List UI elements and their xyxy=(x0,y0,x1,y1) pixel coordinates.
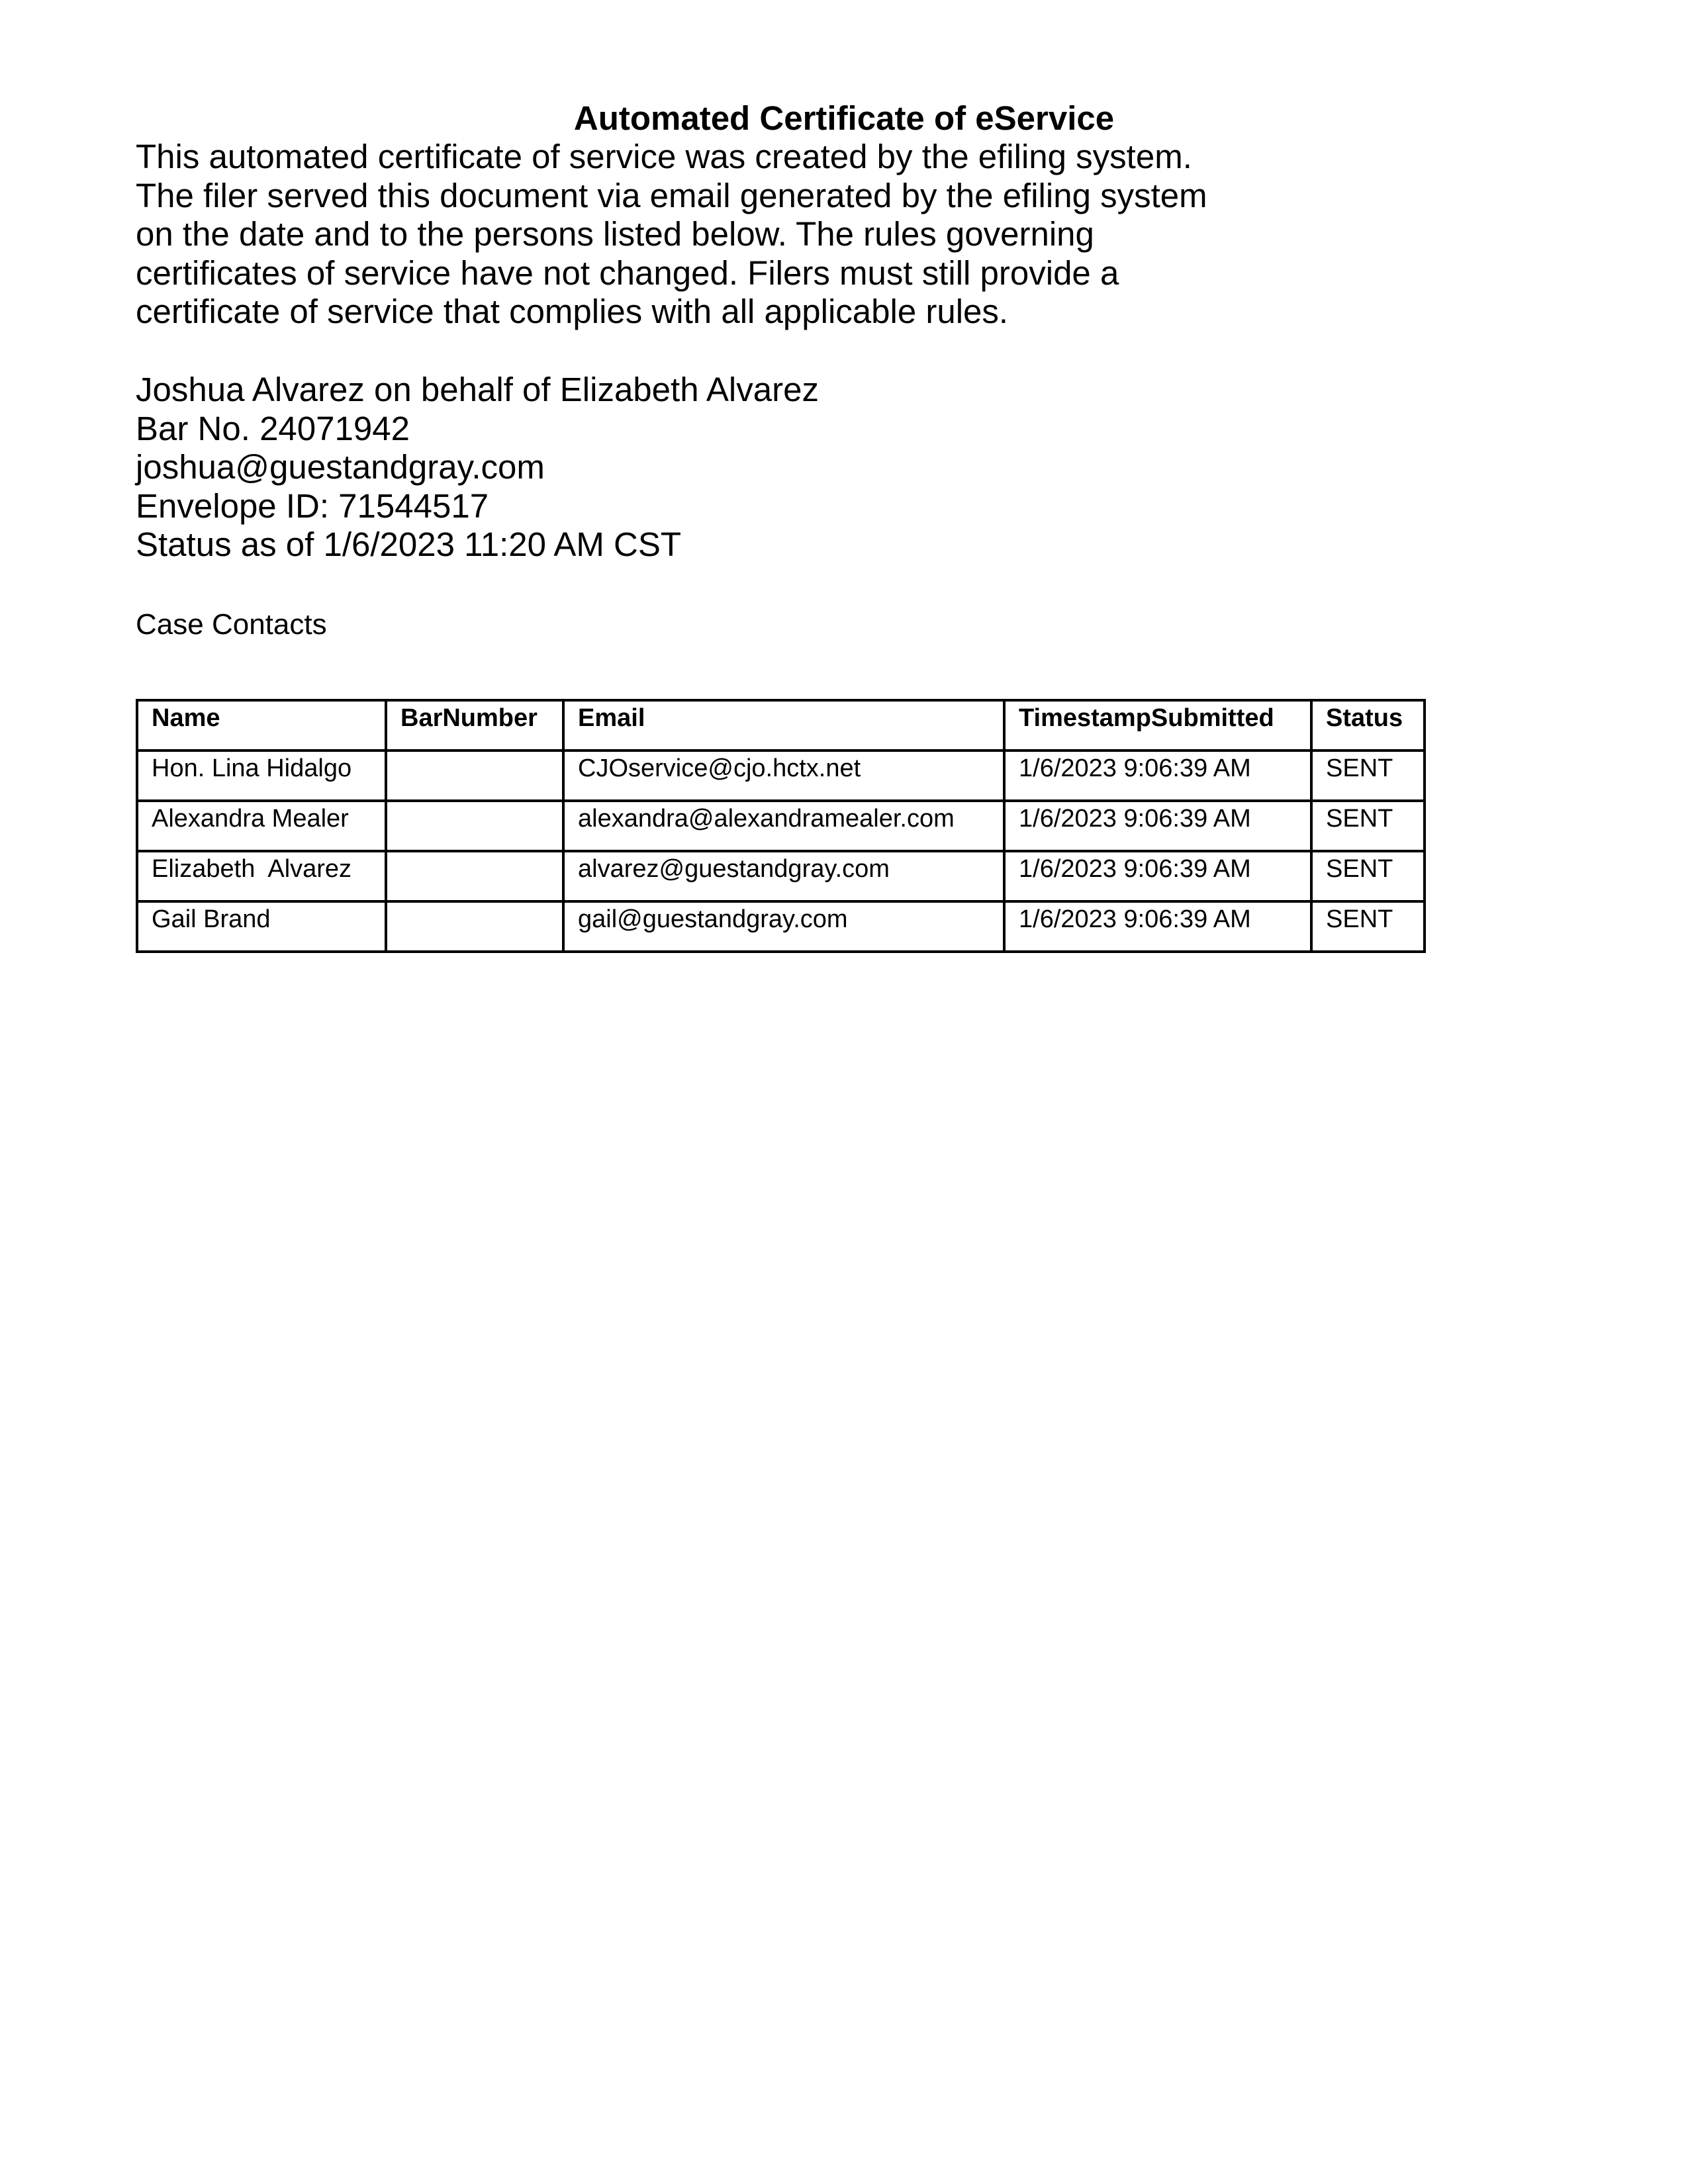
case-contacts-table xyxy=(136,699,1426,953)
column-header-status: Status xyxy=(1311,700,1425,751)
intro-line: on the date and to the persons listed below. The rules governing xyxy=(136,215,1094,253)
status-as-of: Status as of 1/6/2023 11:20 AM CST xyxy=(136,525,682,563)
table-row xyxy=(137,851,1425,901)
table-header-row xyxy=(137,700,1425,751)
contact-email: alvarez@guestandgray.com xyxy=(563,851,1004,901)
contact-barnumber xyxy=(386,851,563,901)
contact-barnumber xyxy=(386,901,563,952)
contact-status: SENT xyxy=(1311,801,1425,851)
contact-status: SENT xyxy=(1311,901,1425,952)
contact-email: CJOservice@cjo.hctx.net xyxy=(563,751,1004,801)
intro-line: certificates of service have not changed. Filers must still provide a xyxy=(136,253,1119,292)
intro-paragraph xyxy=(136,138,1460,332)
contact-barnumber xyxy=(386,751,563,801)
contact-timestamp: 1/6/2023 9:06:39 AM xyxy=(1004,851,1311,901)
contact-email: gail@guestandgray.com xyxy=(563,901,1004,952)
contact-status: SENT xyxy=(1311,751,1425,801)
column-header-name: Name xyxy=(137,700,386,751)
filer-email: joshua@guestandgray.com xyxy=(136,448,545,486)
filer-info xyxy=(136,371,1460,565)
column-header-timestamp: TimestampSubmitted xyxy=(1004,700,1311,751)
table-row xyxy=(137,801,1425,851)
table-row xyxy=(137,751,1425,801)
case-contacts-label: Case Contacts xyxy=(136,608,327,641)
table-row xyxy=(137,901,1425,952)
contact-name: Alexandra Mealer xyxy=(137,801,386,851)
filer-bar-number: Bar No. 24071942 xyxy=(136,409,410,447)
filer-on-behalf: Joshua Alvarez on behalf of Elizabeth Alvarez xyxy=(136,371,819,408)
contact-barnumber xyxy=(386,801,563,851)
document-title: Automated Certificate of eService xyxy=(573,99,1115,137)
contact-status: SENT xyxy=(1311,851,1425,901)
contact-name: Elizabeth Alvarez xyxy=(137,851,386,901)
contact-name: Hon. Lina Hidalgo xyxy=(137,751,386,801)
contact-timestamp: 1/6/2023 9:06:39 AM xyxy=(1004,801,1311,851)
column-header-barnumber: BarNumber xyxy=(386,700,563,751)
contact-timestamp: 1/6/2023 9:06:39 AM xyxy=(1004,901,1311,952)
intro-line: certificate of service that complies with all applicable rules. xyxy=(136,293,1009,330)
contact-timestamp: 1/6/2023 9:06:39 AM xyxy=(1004,751,1311,801)
column-header-email: Email xyxy=(563,700,1004,751)
intro-line: This automated certificate of service was created by the efiling system. xyxy=(136,138,1192,175)
envelope-id: Envelope ID: 71544517 xyxy=(136,486,489,525)
intro-line: The filer served this document via email generated by the efiling system xyxy=(136,176,1207,214)
contact-name: Gail Brand xyxy=(137,901,386,952)
contact-email: alexandra@alexandramealer.com xyxy=(563,801,1004,851)
